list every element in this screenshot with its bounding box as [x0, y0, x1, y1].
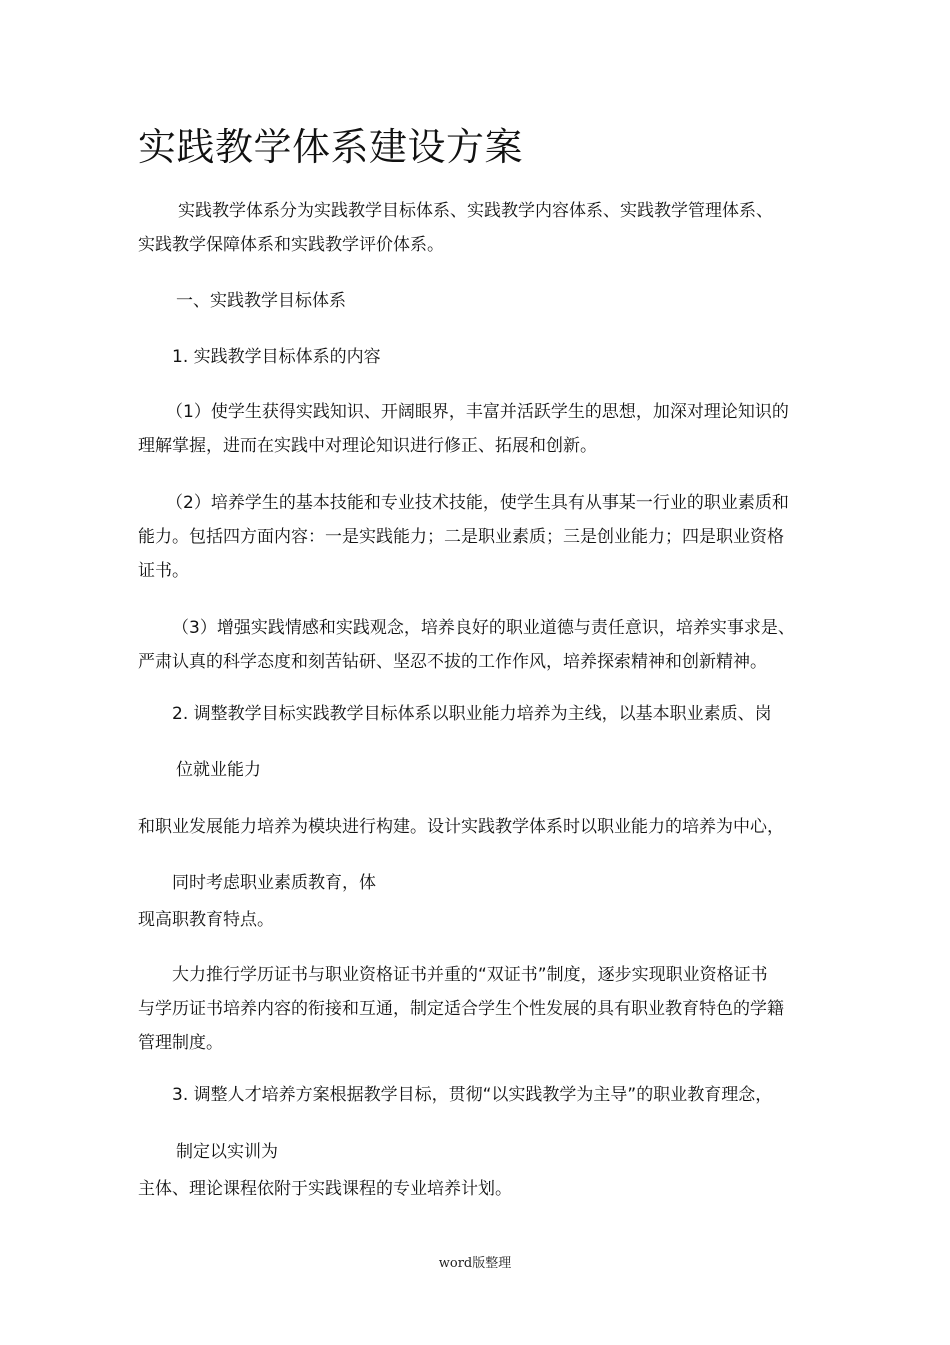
subsection-heading-3: 3. 调整人才培养方案根据教学目标，贯彻“以实践教学为主导”的职业教育理念，	[172, 1085, 773, 1105]
paragraph-3-line-1: （3）增强实践情感和实践观念，培养良好的职业道德与责任意识，培养实事求是、	[172, 618, 795, 638]
paragraph-5-line-1: 大力推行学历证书与职业资格证书并重的“双证书”制度，逐步实现职业资格证书	[172, 965, 768, 985]
paragraph-2-line-2: 能力。包括四方面内容：一是实践能力；二是职业素质；三是创业能力；四是职业资格	[138, 527, 784, 547]
paragraph-1-line-2: 理解掌握，进而在实践中对理论知识进行修正、拓展和创新。	[138, 436, 597, 456]
paragraph-2-line-1: （2）培养学生的基本技能和专业技术技能，使学生具有从事某一行业的职业素质和	[166, 493, 789, 513]
paragraph-2-line-3: 证书。	[138, 561, 189, 581]
paragraph-5-line-2: 与学历证书培养内容的衔接和互通，制定适合学生个性发展的具有职业教育特色的学籍	[138, 999, 784, 1019]
paragraph-3-line-2: 严肃认真的科学态度和刻苦钻研、坚忍不拔的工作作风，培养探索精神和创新精神。	[138, 652, 767, 672]
page-footer: word版整理	[438, 1256, 512, 1271]
paragraph-6-line-1: 制定以实训为	[176, 1142, 278, 1162]
paragraph-6-line-2: 主体、理论课程依附于实践课程的专业培养计划。	[138, 1179, 512, 1199]
paragraph-4-line-2: 和职业发展能力培养为模块进行构建。设计实践教学体系时以职业能力的培养为中心，	[138, 817, 784, 837]
subsection-heading-2: 2. 调整教学目标实践教学目标体系以职业能力培养为主线，以基本职业素质、岗	[172, 704, 772, 724]
paragraph-4-line-1: 位就业能力	[176, 760, 261, 780]
document-title: 实践教学体系建设方案	[138, 125, 524, 170]
subsection-heading-1: 1. 实践教学目标体系的内容	[172, 347, 381, 367]
paragraph-4-line-3: 同时考虑职业素质教育，体	[172, 873, 376, 893]
paragraph-1-line-1: （1）使学生获得实践知识、开阔眼界，丰富并活跃学生的思想，加深对理论知识的	[166, 402, 789, 422]
section-heading-1: 一、实践教学目标体系	[176, 291, 346, 311]
intro-line-2: 实践教学保障体系和实践教学评价体系。	[138, 235, 444, 255]
paragraph-5-line-3: 管理制度。	[138, 1033, 223, 1053]
intro-line-1: 实践教学体系分为实践教学目标体系、实践教学内容体系、实践教学管理体系、	[178, 201, 773, 221]
paragraph-4-line-4: 现高职教育特点。	[138, 910, 274, 930]
